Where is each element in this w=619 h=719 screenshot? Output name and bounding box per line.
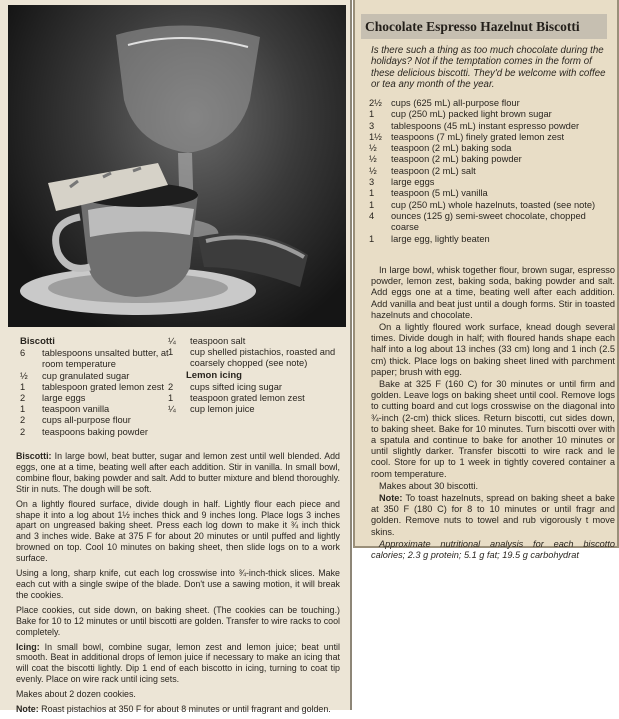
ingredient-text: large eggs [391,177,435,188]
ingredient-text: teaspoon (2 mL) baking powder [391,154,522,165]
method-paragraph [371,481,615,492]
ingredient-qty: 4 [369,210,375,221]
ingredient-row [369,132,613,143]
ingredient-qty: 1 [20,404,26,415]
ingredient-row [369,177,613,188]
photo-illustration [8,5,346,327]
paragraph-text: Roast pistachios at 350 F for about 8 minutes or until fragrant and golden. [38,704,331,715]
paragraph-text: In small bowl, combine sugar, lemon zest and lemon juice; beat until smooth. Beat in additional drops of lemon juice if necessary to make an icing that will coat the biscotti lightly. Dip 1 end of each biscotto in icing, turning to coat tip evenly. Place on wire rack until icing sets. [16,641,340,685]
ingredient-qty: 1 [20,381,26,392]
ingredient-qty: 2 [168,381,174,392]
ingredient-row [369,109,613,120]
ingredient-text: cup shelled pistachios, roasted and coarsely chopped (see note) [190,347,336,369]
paragraph-text: On a lightly floured surface, divide dough in half. Lightly flour each piece and shape it into a log about 1½ inches thick and 9 inches long. Place logs 3 inches apart on ungreased baking sheet. Press each log down to make it ¾ inch thick and 3 inches wide. Bake at 375 F for about 20 minutes or until puffed and lightly browned on top. Cool 10 minutes on baking sheet, then slide logs on to a work surface. [16,498,340,564]
method-paragraph [371,322,615,378]
ingredient-row [20,382,170,393]
ingredient-text: teaspoon grated lemon zest [190,393,305,404]
method-paragraph [371,493,615,538]
paragraph-text: Makes about 2 dozen cookies. [16,689,136,700]
right-clipping [353,0,619,561]
recipe-title: Chocolate Espresso Hazelnut Biscotti [361,14,607,39]
ingredient-text: teaspoon (2 mL) salt [391,165,476,176]
method-paragraph [16,605,340,638]
ingredient-text: tablespoon grated lemon zest [42,381,164,392]
hazelnut-ingredients [369,98,613,245]
ingredient-qty: 2 [20,393,26,404]
ingredient-row [369,166,613,177]
ingredient-row [20,371,170,382]
ingredient-row [369,200,613,211]
method-paragraph [16,451,340,495]
paragraph-text: Makes about 30 biscotti. [379,480,479,491]
paragraph-text: Bake at 325 F (160 C) for 30 minutes or until firm and golden. Leave logs on baking sheet until cool. Remove logs to cutting board and cut logs crosswise on the diagonal into ¾-inch (2-cm) thick slices. Return biscotti, cut sides down, to baking sheet. Bake for 10 minutes. Turn biscotti over with a spatula and continue to bake for another 10 minutes or until slightly darker. Transfer biscotti to wire rack and le cool. Store for up to 1 week in tightly covered container a room temperature. [371,379,615,479]
ingredient-text: ounces (125 g) semi-sweet chocolate, chopped coarse [391,210,586,233]
ingredient-row [168,347,338,369]
ingredient-row [20,404,170,415]
ingredient-text: teaspoon vanilla [42,404,110,415]
paragraph-text: On a lightly floured work surface, knead dough several times. Divide dough in half; with floured hands shape each half into a log about 13 inches (33 cm) long and 1 inch (2.5 cm) thick. Place logs on baking sheet lined with parchment paper; brush with egg. [371,322,615,377]
ingredient-qty: 1 [168,393,174,404]
ingredient-row [369,154,613,165]
ingredient-qty: 1½ [369,131,382,142]
ingredient-qty: 2½ [369,98,382,108]
ingredient-text: teaspoon (2 mL) baking soda [391,143,512,154]
nutrition-note: Approximate nutritional analysis for each biscotto calories; 2.3 g protein; 5.1 g fat; 19.5 g carbohydrat [371,538,615,561]
espresso-cup-photo [8,5,346,327]
ingredient-qty: 1 [369,188,375,199]
paragraph-lead: Icing: [16,641,40,652]
method-paragraph [16,704,340,715]
ingredient-text: tablespoons (45 mL) instant espresso powder [391,120,580,131]
icing-heading: Lemon icing [186,369,242,381]
ingredient-row [20,415,170,426]
ingredient-qty: 2 [20,415,26,426]
ingredient-qty: 3 [369,120,375,131]
ingredient-text: tablespoons unsalted butter, at room temperature [42,348,169,370]
ingredient-row [20,427,170,438]
recipe-intro: Is there such a thing as too much chocolate during the holidays? Not if the temptation comes in the form of these delicious biscotti. They'd be welcome with coffee or tea any month of the year. [371,45,606,91]
biscotti-ingredients [20,336,170,438]
ingredient-text: large egg, lightly beaten [391,233,490,244]
ingredient-text: cup lemon juice [190,404,255,415]
method-paragraph [16,499,340,564]
paragraph-text: Place cookies, cut side down, on baking sheet. (The cookies can be touching.) Bake for 10 to 12 minutes or until biscotti are golden. Transfer to wire racks to cool completely. [16,604,340,637]
hazelnut-method [371,265,615,562]
ingredient-row [20,393,170,404]
method-paragraph [16,568,340,601]
paragraph-text: Using a long, sharp knife, cut each log crosswise into ¾-inch-thick slices. Make each cut with a single swipe of the blade. Don't use a sawing motion, it will break the cookies. [16,568,340,600]
ingredient-qty: ¼ [168,336,176,346]
method-paragraph [371,379,615,480]
ingredient-text: cups (625 mL) all-purpose flour [391,98,520,108]
ingredient-qty: ½ [369,154,377,165]
ingredient-text: large eggs [42,393,86,404]
ingredient-row [369,211,613,234]
ingredient-qty: 1 [168,347,174,358]
ingredient-text: teaspoon (5 mL) vanilla [391,188,488,199]
ingredient-row [168,404,338,415]
ingredient-text: teaspoons baking powder [42,426,148,437]
ingredient-row [168,393,338,404]
ingredient-row [369,188,613,199]
ingredient-qty: 3 [369,177,375,188]
ingredient-row [369,143,613,154]
paragraph-text: To toast hazelnuts, spread on baking sheet a bake at 350 F (180 C) for 8 to 10 minutes or until fragr and golden. Remove nuts to towel and rub vigorously t move skins. [371,493,615,537]
paragraph-text: In large bowl, whisk together flour, brown sugar, espresso powder, lemon zest, baking soda, baking powder and salt. Add eggs one at a time, beating well after each addition. Add vanilla and beat just until a dough forms. Stir in toasted hazelnuts and chocolate. [371,265,615,320]
biscotti-method [16,451,340,719]
paragraph-lead: Note: [16,704,39,715]
ingredient-qty: ½ [20,370,28,381]
ingredient-text: cup (250 mL) whole hazelnuts, toasted (see note) [391,199,596,210]
ingredient-qty: 2 [20,426,26,437]
ingredient-qty: 1 [369,109,375,120]
method-paragraph [371,265,615,321]
ingredient-row [168,336,338,347]
biscotti-heading: Biscotti [20,336,55,347]
paragraph-lead: Note: [379,493,403,504]
ingredient-text: cups all-purpose flour [42,415,131,426]
ingredient-qty: 6 [20,348,26,359]
ingredient-row [369,121,613,132]
paragraph-lead: Biscotti: [16,451,52,461]
method-paragraph [16,689,340,700]
ingredient-qty: 1 [369,233,375,244]
ingredient-row [369,98,613,109]
paragraph-text: In large bowl, beat butter, sugar and lemon zest until well blended. Add eggs, one at a time, beating well after each addition. Stir in vanilla. In small bowl, combine flour, baking powder and salt. Add to butter mixture and blend thoroughly. Stir in nuts. The dough will be soft. [16,451,340,494]
ingredient-text: cups sifted icing sugar [190,381,282,392]
ingredient-text: cup granulated sugar [42,370,130,381]
ingredient-qty: 1 [369,199,375,210]
ingredient-text: cup (250 mL) packed light brown sugar [391,109,552,120]
ingredient-row [168,382,338,393]
method-paragraph [16,642,340,686]
ingredient-qty: ½ [369,143,377,154]
more-ingredients [168,336,338,415]
ingredient-text: teaspoon salt [190,336,246,346]
ingredient-row [20,348,170,370]
ingredient-qty: ½ [369,165,377,176]
ingredient-text: teaspoons (7 mL) finely grated lemon zest [391,131,565,142]
ingredient-qty: ¼ [168,404,176,415]
ingredient-row [369,234,613,245]
